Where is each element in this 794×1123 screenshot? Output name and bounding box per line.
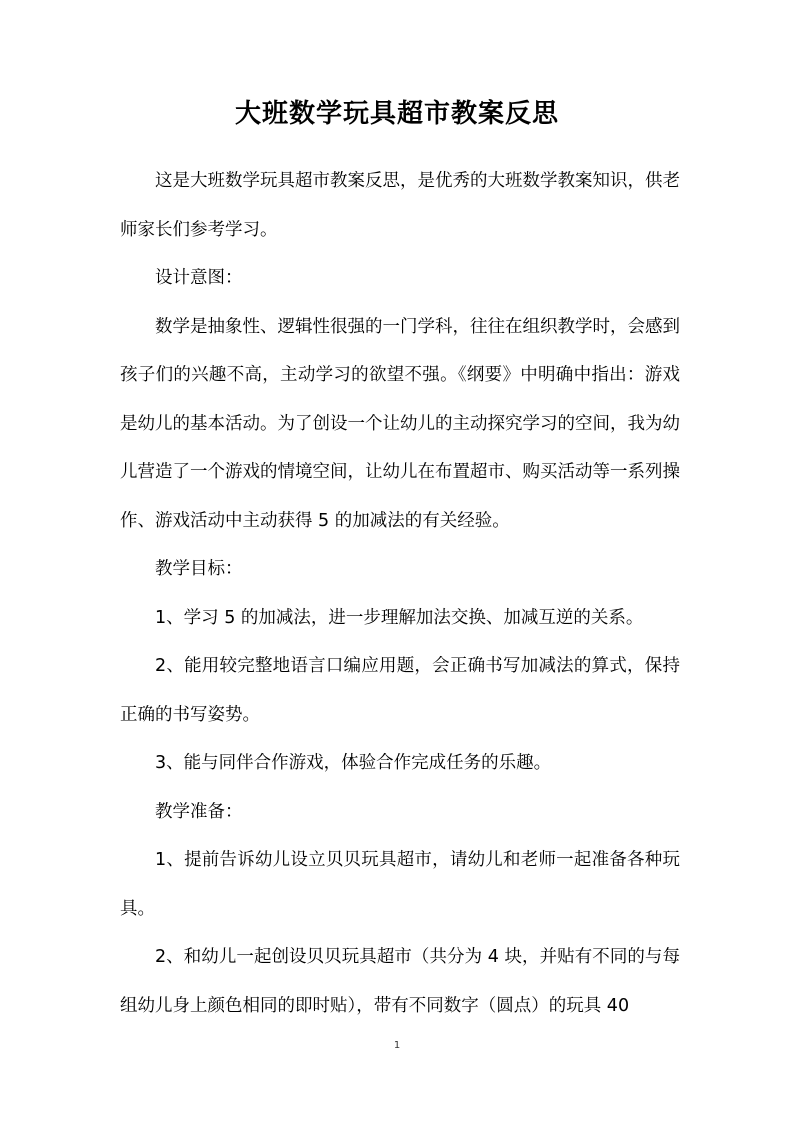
preparation-item-2: 2、和幼儿一起创设贝贝玩具超市（共分为 4 块，并贴有不同的与每组幼儿身上颜色相同的即时贴），带有不同数字（圆点）的玩具 40 <box>120 947 680 1016</box>
preparation-item-1: 1、提前告诉幼儿设立贝贝玩具超市，请幼儿和老师一起准备各种玩具。 <box>120 850 680 919</box>
heading-teaching-preparation: 教学准备： <box>155 801 243 822</box>
paragraph-design-intent: 数学是抽象性、逻辑性很强的一门学科，往往在组织教学时，会感到孩子们的兴趣不高，主动学习的欲望不强。《纲要》中明确中指出：游戏是幼儿的基本活动。为了创设一个让幼儿的主动探究学习的空间，我为幼儿营造了一个游戏的情境空间，让幼儿在布置超市、购买活动等一系列操作、游戏活动中主动获得 5 的加减法的有关经验。 <box>120 316 680 531</box>
paragraph-intro: 这是大班数学玩具超市教案反思，是优秀的大班数学教案知识，供老师家长们参考学习。 <box>120 171 680 240</box>
document-body <box>120 157 680 1030</box>
goal-item-1: 1、学习 5 的加减法，进一步理解加法交换、加减互逆的关系。 <box>155 607 644 628</box>
goal-item-3: 3、能与同伴合作游戏，体验合作完成任务的乐趣。 <box>155 753 552 773</box>
heading-design-intent: 设计意图： <box>155 268 243 288</box>
goal-item-2: 2、能用较完整地语言口编应用题，会正确书写加减法的算式，保持正确的书写姿势。 <box>120 656 680 725</box>
heading-teaching-goals: 教学目标： <box>155 559 243 579</box>
page-number: 1 <box>393 1040 401 1051</box>
document-title: 大班数学玩具超市教案反思 <box>234 99 559 129</box>
